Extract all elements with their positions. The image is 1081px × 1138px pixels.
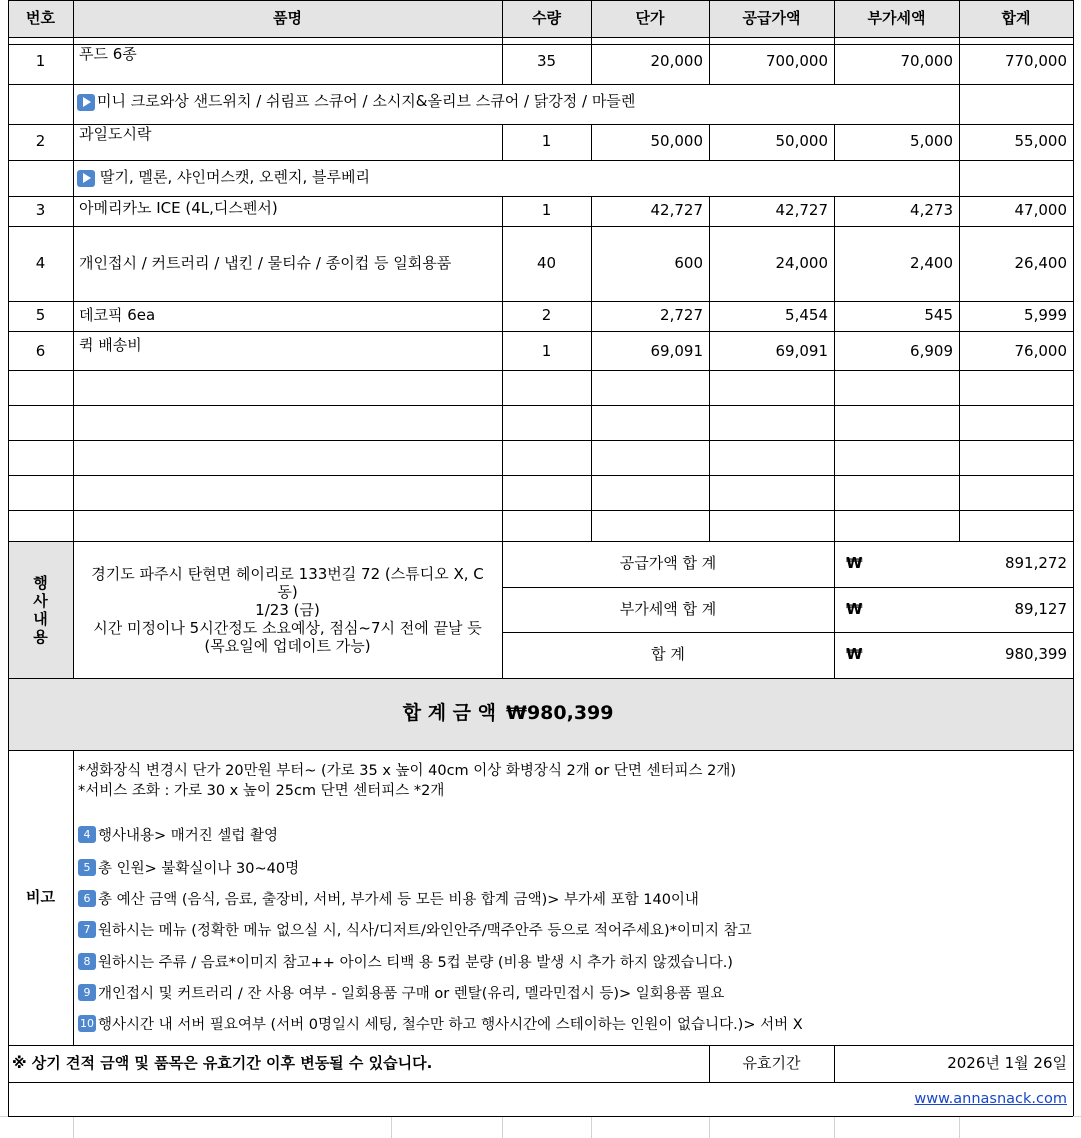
remark-line bbox=[78, 856, 299, 878]
grand-total-value: ₩980,399 bbox=[506, 702, 614, 725]
row-6-item: 퀵 배송비 bbox=[79, 336, 142, 355]
fruit-detail-row bbox=[73, 160, 959, 196]
row-5-supply: 5,454 bbox=[785, 306, 828, 325]
grid-line bbox=[8, 750, 1073, 751]
row-5-num: 5 bbox=[35, 306, 46, 325]
number-4-icon: 4 bbox=[78, 826, 96, 843]
row-5-unit-price: 2,727 bbox=[660, 306, 703, 325]
remarks-label: 비고 bbox=[26, 887, 55, 906]
row-4-unit-price: 600 bbox=[674, 253, 703, 272]
grid-line bbox=[709, 196, 710, 541]
grid-line bbox=[8, 196, 1073, 197]
row-1-supply: 700,000 bbox=[765, 52, 828, 71]
number-5-icon: 5 bbox=[78, 859, 96, 876]
grid-line bbox=[834, 541, 835, 678]
row-2-total: 55,000 bbox=[1014, 132, 1067, 151]
grid-line bbox=[8, 301, 1073, 302]
row-1-unit-price: 20,000 bbox=[650, 52, 703, 71]
supply-sum-label: 공급가액 합 계 bbox=[619, 554, 717, 573]
row-1-vat: 70,000 bbox=[900, 52, 953, 71]
row-3-num: 3 bbox=[35, 201, 46, 220]
grid-line bbox=[709, 124, 710, 160]
remark-text: 행사시간 내 서버 필요여부 (서버 0명일시 세팅, 철수만 하고 행사시간에 스테이하는 인원이 없습니다.)> 서버 X bbox=[98, 1016, 803, 1033]
col-header-item: 품명 bbox=[273, 8, 302, 27]
number-10-icon: 10 bbox=[80, 1016, 94, 1030]
grid-line bbox=[502, 1116, 503, 1138]
row-2-supply: 50,000 bbox=[775, 132, 828, 151]
grid-line bbox=[959, 1116, 960, 1138]
remark-text: 총 예산 금액 (음식, 음료, 출장비, 서버, 부가세 등 모든 비용 합계 금액)> 부가세 포함 140이내 bbox=[98, 891, 699, 908]
grid-line bbox=[959, 0, 960, 84]
grid-line bbox=[502, 196, 503, 541]
row-1-total: 770,000 bbox=[1004, 52, 1067, 71]
remark-text: 원하시는 주류 / 음료*이미지 참고++ 아이스 티백 용 5컵 분량 (비용 발생 시 추가 하지 않겠습니다.) bbox=[98, 954, 733, 971]
row-4-total: 26,400 bbox=[1014, 253, 1067, 272]
row-4-item: 개인접시 / 커트러리 / 냅킨 / 물티슈 / 종이컵 등 일회용품 bbox=[79, 253, 452, 272]
food-detail-row bbox=[73, 84, 959, 120]
grid-line bbox=[591, 1116, 592, 1138]
remark-line bbox=[78, 918, 752, 940]
grid-line bbox=[502, 124, 503, 160]
grid-line bbox=[8, 0, 9, 1116]
col-header-total: 합계 bbox=[1001, 8, 1031, 27]
grid-line bbox=[959, 84, 960, 124]
grid-line bbox=[8, 678, 1073, 679]
supply-sum-value: 891,272 bbox=[1004, 554, 1067, 573]
col-header-num: 번호 bbox=[26, 8, 55, 27]
row-4-num: 4 bbox=[35, 253, 46, 272]
grid-line bbox=[959, 124, 960, 160]
grid-line bbox=[709, 1116, 710, 1138]
grid-line bbox=[709, 1045, 710, 1082]
grid-line bbox=[834, 1045, 835, 1082]
validity-date: 2026년 1월 26일 bbox=[947, 1053, 1067, 1072]
grid-line bbox=[834, 0, 835, 84]
grid-line bbox=[8, 475, 1073, 476]
row-2-item: 과일도시락 bbox=[79, 125, 152, 143]
grid-line bbox=[1073, 0, 1074, 1116]
grid-line bbox=[502, 541, 503, 678]
grid-line bbox=[8, 331, 1073, 332]
row-5-qty: 2 bbox=[541, 306, 552, 325]
grid-line bbox=[8, 541, 1073, 542]
remark-line bbox=[78, 981, 724, 1003]
col-header-vat: 부가세액 bbox=[867, 8, 926, 27]
grid-line bbox=[73, 0, 74, 84]
grid-line bbox=[502, 632, 1073, 633]
row-1-item: 푸드 6종 bbox=[79, 45, 137, 63]
grid-line bbox=[73, 1116, 74, 1138]
grid-line bbox=[73, 196, 74, 541]
grid-line bbox=[8, 124, 1073, 125]
grid-line bbox=[8, 84, 1073, 85]
row-3-vat: 4,273 bbox=[910, 201, 953, 220]
row-2-qty: 1 bbox=[541, 132, 552, 151]
grid-line bbox=[834, 1116, 835, 1138]
row-5-item: 데코픽 6ea bbox=[79, 306, 156, 325]
row-5-total: 5,999 bbox=[1024, 306, 1067, 325]
grid-line bbox=[8, 37, 1073, 38]
remark-line bbox=[78, 823, 278, 845]
vat-sum-currency: ₩ bbox=[846, 599, 863, 618]
grid-line bbox=[709, 0, 710, 84]
row-6-unit-price: 69,091 bbox=[650, 342, 703, 361]
grid-line bbox=[959, 160, 960, 196]
grid-line bbox=[502, 587, 1073, 588]
row-2-vat: 5,000 bbox=[910, 132, 953, 151]
play-icon bbox=[77, 94, 95, 111]
grid-line bbox=[502, 0, 503, 84]
remark-text: *서비스 조화 : 가로 30 x 높이 25cm 단면 센터피스 *2개 bbox=[78, 782, 445, 799]
row-1-qty: 35 bbox=[536, 52, 557, 71]
remark-line bbox=[78, 778, 444, 800]
row-4-vat: 2,400 bbox=[910, 253, 953, 272]
grid-line bbox=[8, 510, 1073, 511]
row-3-total: 47,000 bbox=[1014, 201, 1067, 220]
event-section-label: 행 사 내 용 bbox=[33, 573, 48, 646]
event-details: 경기도 파주시 탄현면 헤이리로 133번길 72 (스튜디오 X, C동) 1/23 (금) 시간 미정이나 5시간정도 소요예상, 점심~7시 전에 끝날 듯 (목요일에 업데이트 가능) bbox=[91, 564, 484, 655]
remark-line bbox=[78, 758, 736, 780]
grand-total-label: 합 계 금 액 bbox=[402, 702, 496, 725]
total-sum-value: 980,399 bbox=[1004, 645, 1067, 664]
row-1-num: 1 bbox=[35, 52, 46, 71]
remark-text: 총 인원> 불확실이나 30~40명 bbox=[98, 860, 300, 877]
grid-line bbox=[73, 750, 74, 1045]
fruit-detail-text: 딸기, 멜론, 샤인머스캣, 오렌지, 블루베리 bbox=[100, 168, 370, 187]
vat-sum-label: 부가세액 합 계 bbox=[619, 599, 717, 618]
row-3-unit-price: 42,727 bbox=[650, 201, 703, 220]
remark-line bbox=[78, 1012, 803, 1034]
play-icon bbox=[77, 170, 95, 187]
vat-sum-value: 89,127 bbox=[1014, 599, 1067, 618]
grid-line bbox=[8, 370, 1073, 371]
grid-line bbox=[834, 124, 835, 160]
grid-line bbox=[73, 541, 74, 678]
total-sum-currency: ₩ bbox=[846, 645, 863, 664]
food-detail-text: 미니 크로와상 샌드위치 / 쉬림프 스큐어 / 소시지&올리브 스큐어 / 닭강정 / 마들렌 bbox=[97, 92, 636, 111]
grid-line bbox=[959, 196, 960, 541]
grid-line bbox=[8, 160, 1073, 161]
grid-line bbox=[591, 124, 592, 160]
row-4-supply: 24,000 bbox=[775, 253, 828, 272]
validity-notice: ※ 상기 견적 금액 및 품목은 유효기간 이후 변동될 수 있습니다. bbox=[12, 1053, 433, 1072]
remark-text: 행사내용> 매거진 셀럽 촬영 bbox=[98, 827, 279, 844]
col-header-supply: 공급가액 bbox=[742, 8, 801, 27]
number-6-icon: 6 bbox=[78, 890, 96, 907]
grid-line bbox=[8, 440, 1073, 441]
col-header-qty: 수량 bbox=[532, 8, 561, 27]
grid-line bbox=[8, 44, 1073, 45]
remark-text: *생화장식 변경시 단가 20만원 부터~ (가로 35 x 높이 40cm 이상 화병장식 2개 or 단면 센터피스 2개) bbox=[78, 762, 736, 779]
grid-line bbox=[73, 84, 74, 124]
grid-line bbox=[73, 124, 74, 160]
row-2-num: 2 bbox=[35, 132, 46, 151]
grid-line bbox=[591, 196, 592, 541]
row-3-qty: 1 bbox=[541, 201, 552, 220]
row-6-num: 6 bbox=[35, 342, 46, 361]
grid-line bbox=[8, 0, 1073, 1]
row-3-item: 아메리카노 ICE (4L,디스펜서) bbox=[79, 199, 278, 217]
total-sum-label: 합 계 bbox=[651, 645, 685, 664]
col-header-unit-price: 단가 bbox=[635, 8, 665, 27]
validity-label: 유효기간 bbox=[742, 1053, 801, 1072]
grid-line bbox=[591, 0, 592, 84]
row-4-qty: 40 bbox=[536, 253, 557, 272]
remark-line bbox=[78, 887, 699, 909]
supply-sum-currency: ₩ bbox=[846, 554, 863, 573]
website-link[interactable]: www.annasnack.com bbox=[914, 1090, 1067, 1107]
grid-line bbox=[834, 196, 835, 541]
grid-line bbox=[8, 226, 1073, 227]
number-9-icon: 9 bbox=[78, 984, 96, 1001]
row-6-total: 76,000 bbox=[1014, 342, 1067, 361]
row-6-qty: 1 bbox=[541, 342, 552, 361]
number-8-icon: 8 bbox=[78, 953, 96, 970]
number-7-icon: 7 bbox=[78, 921, 96, 938]
grid-line bbox=[8, 1045, 1073, 1046]
remark-text: 개인접시 및 커트러리 / 잔 사용 여부 - 일회용품 구매 or 렌탈(유리, 멜라민접시 등)> 일회용품 필요 bbox=[98, 985, 725, 1002]
grid-line bbox=[8, 405, 1073, 406]
row-6-vat: 6,909 bbox=[910, 342, 953, 361]
grid-line bbox=[391, 1116, 392, 1138]
website-cell bbox=[8, 1082, 1073, 1116]
grid-line bbox=[8, 1116, 1073, 1117]
grid-line bbox=[73, 160, 74, 196]
row-2-unit-price: 50,000 bbox=[650, 132, 703, 151]
remark-text: 원하시는 메뉴 (정확한 메뉴 없으실 시, 식사/디저트/와인안주/맥주안주 등으로 적어주세요)*이미지 참고 bbox=[98, 922, 752, 939]
grid-line bbox=[8, 1082, 1073, 1083]
row-5-vat: 545 bbox=[924, 306, 953, 325]
row-6-supply: 69,091 bbox=[775, 342, 828, 361]
remark-line bbox=[78, 950, 733, 972]
row-3-supply: 42,727 bbox=[775, 201, 828, 220]
